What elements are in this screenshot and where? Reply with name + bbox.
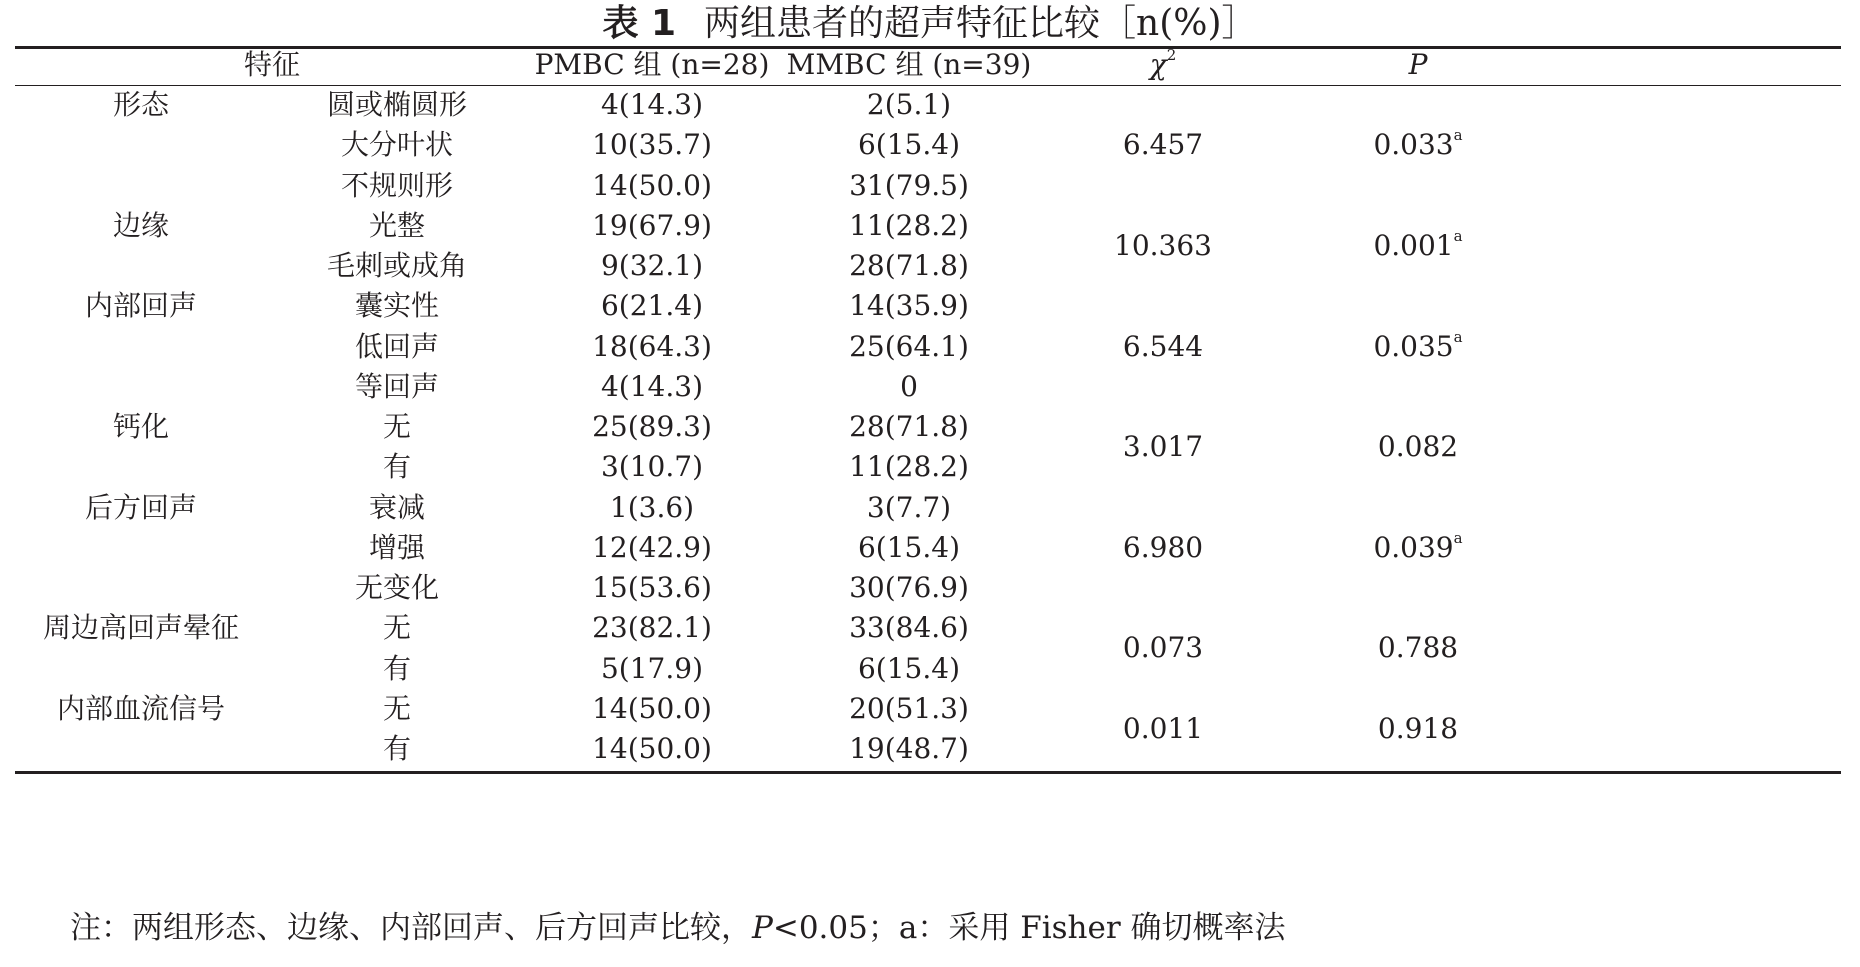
row-category: 钙化 (112, 410, 170, 443)
row-pmbc-value: 10(35.7) (592, 128, 712, 162)
p-value-cell (1378, 711, 1458, 747)
row-subfeature: 无 (382, 691, 412, 725)
row-pmbc-value: 4(14.3) (600, 369, 704, 403)
row-subfeature: 低回声 (354, 329, 440, 363)
p-value: 0.033 (1373, 128, 1454, 162)
table-caption: 两组患者的超声特征比较［n(%)］ (704, 3, 1258, 44)
footnote-text-2: <0.05；a：采用 Fisher 确切概率法 (772, 910, 1286, 946)
row-subfeature: 等回声 (354, 369, 440, 403)
row-pmbc-value: 4(14.3) (600, 88, 704, 121)
header-mmbc: MMBC 组 (n=39) (786, 48, 1032, 81)
row-pmbc-value: 23(82.1) (592, 611, 712, 645)
chi-square-value: 0.011 (1122, 711, 1204, 745)
row-pmbc-value: 18(64.3) (592, 329, 712, 363)
row-subfeature: 大分叶状 (340, 128, 454, 162)
row-mmbc-value: 2(5.1) (866, 88, 952, 121)
table-number: 表 1 (602, 3, 677, 44)
p-value-note-marker: a (1453, 528, 1463, 547)
row-category: 内部回声 (84, 289, 198, 323)
row-subfeature: 圆或椭圆形 (326, 88, 468, 121)
p-value: 0.035 (1373, 329, 1454, 363)
row-mmbc-value: 31(79.5) (849, 168, 969, 202)
row-subfeature: 不规则形 (340, 168, 454, 202)
chi-square-value: 6.457 (1122, 128, 1204, 162)
p-value-cell (1373, 228, 1462, 264)
chi-symbol: χ (1149, 48, 1167, 81)
row-subfeature: 囊实性 (354, 289, 440, 323)
p-value: 0.788 (1377, 631, 1459, 665)
row-subfeature: 衰减 (368, 490, 426, 524)
header-pmbc: PMBC 组 (n=28) (534, 48, 770, 81)
row-pmbc-value: 14(50.0) (592, 168, 712, 202)
chi-square-value: 6.980 (1122, 530, 1204, 564)
row-mmbc-value: 28(71.8) (849, 249, 969, 282)
p-value-note-marker: a (1453, 126, 1463, 145)
row-subfeature: 增强 (368, 530, 426, 564)
row-subfeature: 毛刺或成角 (326, 249, 468, 282)
p-value-cell (1373, 329, 1462, 365)
row-category: 内部血流信号 (56, 691, 226, 725)
row-mmbc-value: 6(15.4) (857, 128, 961, 162)
row-subfeature: 无 (382, 611, 412, 645)
header-chi-square (1150, 47, 1177, 83)
p-value: 0.039 (1373, 530, 1454, 564)
chi-superscript: 2 (1166, 46, 1177, 64)
row-mmbc-value: 3(7.7) (866, 490, 952, 524)
p-value-cell (1378, 630, 1458, 666)
row-pmbc-value: 1(3.6) (609, 490, 695, 524)
p-value-note-marker: a (1453, 327, 1463, 346)
row-mmbc-value: 11(28.2) (849, 450, 969, 484)
chi-square-value: 6.544 (1122, 329, 1204, 363)
bottom-rule (15, 771, 1841, 774)
header-feature: 特征 (243, 48, 301, 81)
p-value-cell (1378, 429, 1458, 465)
p-value-cell (1373, 530, 1462, 566)
row-mmbc-value: 33(84.6) (849, 611, 969, 645)
p-value-note-marker: a (1453, 226, 1463, 245)
table-footnote (70, 908, 1286, 948)
row-subfeature: 有 (382, 450, 412, 484)
row-mmbc-value: 6(15.4) (857, 530, 961, 564)
row-mmbc-value: 6(15.4) (857, 651, 961, 685)
chi-square-value: 0.073 (1122, 631, 1204, 665)
row-subfeature: 无变化 (354, 571, 440, 604)
table-title (0, 2, 1860, 46)
row-pmbc-value: 3(10.7) (600, 450, 704, 484)
row-subfeature: 无 (382, 410, 412, 443)
row-mmbc-value: 20(51.3) (849, 691, 969, 725)
footnote-p-letter: P (752, 910, 773, 946)
row-mmbc-value: 30(76.9) (849, 571, 969, 604)
row-pmbc-value: 15(53.6) (592, 571, 712, 604)
row-mmbc-value: 28(71.8) (849, 410, 969, 443)
row-pmbc-value: 12(42.9) (592, 530, 712, 564)
row-subfeature: 有 (382, 732, 412, 765)
row-pmbc-value: 5(17.9) (600, 651, 704, 685)
p-value: 0.918 (1377, 711, 1459, 745)
p-value: 0.001 (1373, 228, 1454, 262)
chi-square-value: 3.017 (1122, 430, 1204, 464)
footnote-text-1: 注：两组形态、边缘、内部回声、后方回声比较， (70, 910, 752, 946)
row-pmbc-value: 14(50.0) (592, 732, 712, 765)
header-p: P (1408, 48, 1428, 81)
p-value-cell (1373, 127, 1462, 163)
row-pmbc-value: 19(67.9) (592, 208, 712, 242)
chi-square-value: 10.363 (1114, 228, 1212, 262)
row-category: 后方回声 (84, 490, 198, 524)
header-rule (15, 85, 1841, 86)
p-value: 0.082 (1377, 430, 1459, 464)
row-mmbc-value: 11(28.2) (849, 208, 969, 242)
row-pmbc-value: 9(32.1) (600, 249, 704, 282)
row-category: 形态 (112, 88, 170, 121)
row-mmbc-value: 25(64.1) (849, 329, 969, 363)
row-pmbc-value: 25(89.3) (592, 410, 712, 443)
row-category: 边缘 (112, 208, 170, 242)
row-subfeature: 有 (382, 651, 412, 685)
row-mmbc-value: 0 (900, 369, 918, 403)
row-pmbc-value: 6(21.4) (600, 289, 704, 323)
row-mmbc-value: 19(48.7) (849, 732, 969, 765)
row-mmbc-value: 14(35.9) (849, 289, 969, 323)
row-pmbc-value: 14(50.0) (592, 691, 712, 725)
row-subfeature: 光整 (368, 208, 426, 242)
row-category: 周边高回声晕征 (42, 611, 240, 645)
